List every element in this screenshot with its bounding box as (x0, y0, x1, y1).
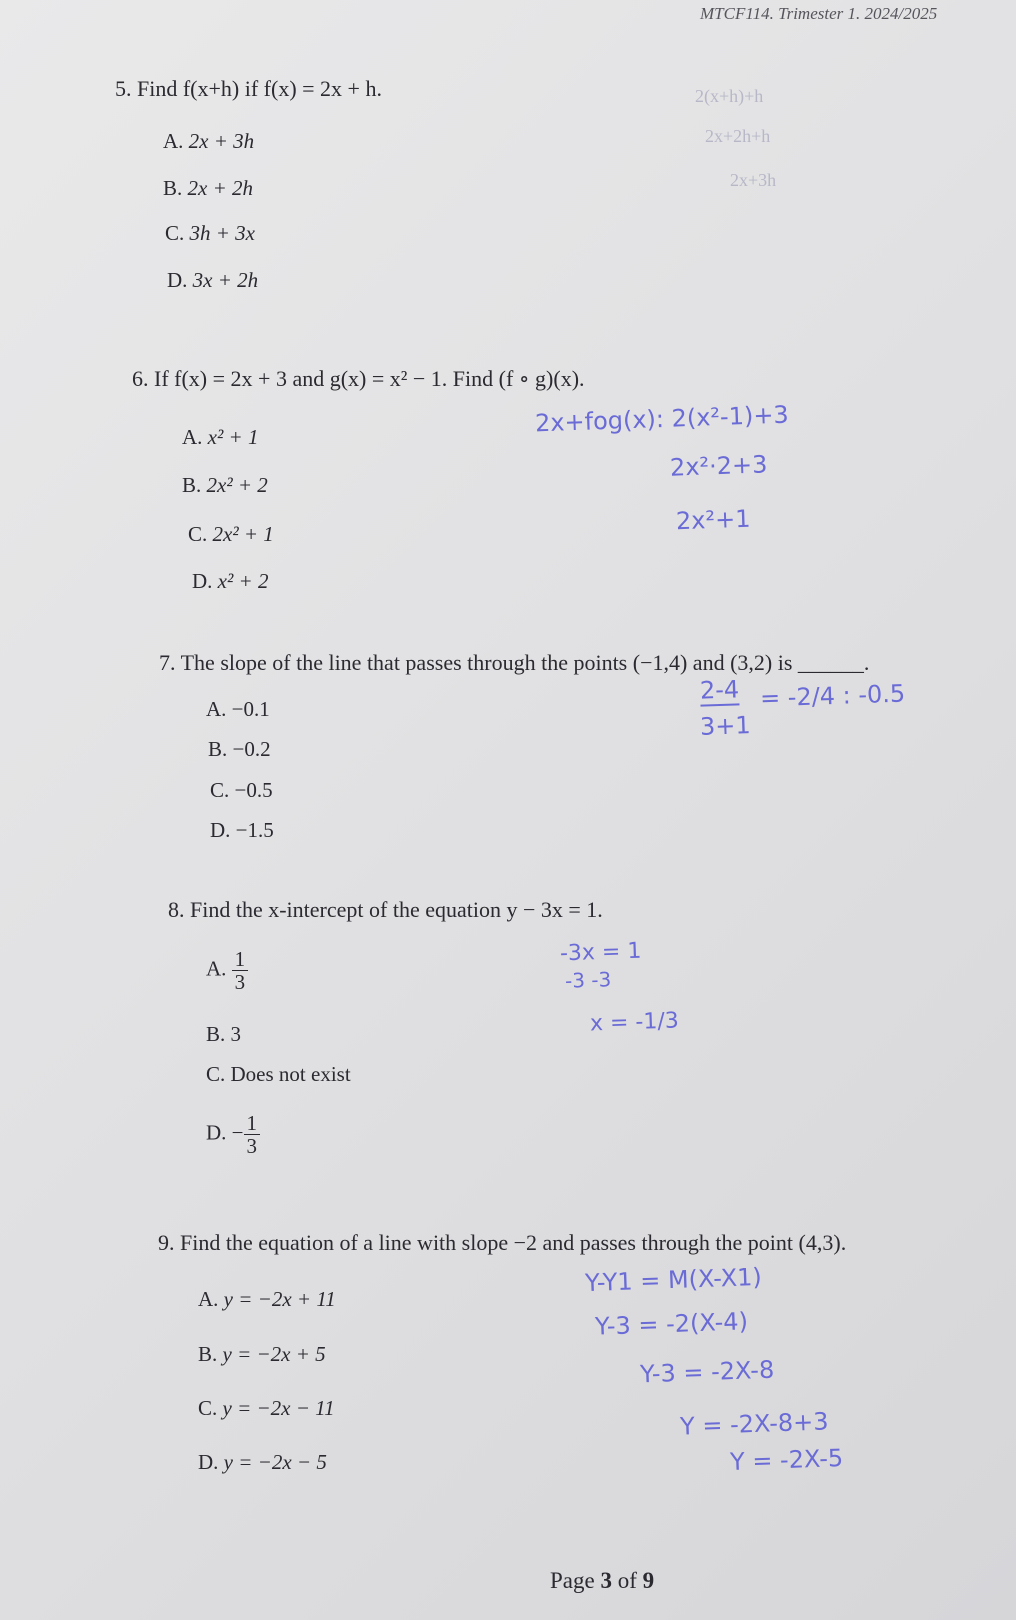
question-number: 6. (132, 366, 149, 391)
q7-handwriting-denominator: 3+1 (699, 711, 752, 741)
question-7 (159, 650, 869, 676)
question-number: 5. (115, 76, 132, 101)
q5-handwriting-3: 2x+3h (730, 170, 777, 190)
question-text: Find f(x+h) if f(x) = 2x + h. (137, 76, 382, 101)
q9-option-d[interactable]: D. y = −2x − 5 (198, 1450, 327, 1474)
q7-option-d[interactable]: D. −1.5 (210, 818, 274, 842)
q8-option-d[interactable]: D. − $\frac{1}{3}$ (206, 1112, 260, 1157)
q9-handwriting-1: Y-Y1 = M(X-X1) (584, 1262, 763, 1298)
q8-handwriting-3: x = -1/3 (589, 1008, 680, 1037)
question-text: The slope of the line that passes through the points (−1,4) and (3,2) is ______. (180, 650, 870, 675)
q6-option-a[interactable]: A. x² + 1 (182, 425, 259, 449)
question-number: 7. (159, 650, 176, 675)
q5-option-b[interactable]: B. 2x + 2h (163, 176, 254, 200)
question-text: If f(x) = 2x + 3 and g(x) = x² − 1. Find (f ∘ g)(x). (154, 366, 585, 391)
q8-option-a[interactable]: A. $\frac{1}{3}$ (206, 948, 248, 993)
course-header: MTCF114. Trimester 1. 2024/2025 (700, 4, 938, 23)
q7-option-a[interactable]: A. −0.1 (206, 697, 270, 721)
q7-handwriting-result: = -2/4 : -0.5 (759, 679, 906, 713)
question-5 (115, 76, 382, 102)
question-text: Find the x-intercept of the equation y − 3x = 1. (190, 897, 603, 922)
q5-handwriting-2: 2x+2h+h (705, 126, 771, 146)
q9-handwriting-4: Y = -2X-8+3 (679, 1407, 829, 1441)
question-number: 8. (168, 897, 185, 922)
question-text: Find the equation of a line with slope −2 and passes through the point (4,3). (180, 1230, 847, 1255)
q8-handwriting-2: -3 -3 (564, 967, 612, 993)
q7-handwriting-numerator: 2-4 (699, 675, 740, 705)
q9-handwriting-2: Y-3 = -2(X-4) (594, 1307, 749, 1341)
q9-option-c[interactable]: C. y = −2x − 11 (198, 1396, 335, 1420)
q5-option-a[interactable]: A. 2x + 3h (163, 129, 255, 153)
q6-handwriting-1: 2x+fog(x): 2(x²-1)+3 (534, 400, 790, 438)
q9-option-b[interactable]: B. y = −2x + 5 (198, 1342, 326, 1366)
q9-handwriting-5: Y = -2X-5 (729, 1444, 844, 1476)
q9-handwriting-3: Y-3 = -2X-8 (639, 1355, 775, 1389)
q5-handwriting-1: 2(x+h)+h (695, 86, 764, 106)
q6-option-d[interactable]: D. x² + 2 (192, 569, 269, 593)
q7-option-b[interactable]: B. −0.2 (208, 737, 271, 761)
q6-option-c[interactable]: C. 2x² + 1 (188, 522, 274, 546)
q9-option-a[interactable]: A. y = −2x + 11 (198, 1287, 336, 1311)
question-9 (158, 1230, 846, 1256)
question-6 (132, 366, 585, 392)
q6-handwriting-2: 2x²·2+3 (669, 450, 768, 482)
fraction: $\frac{1}{3}$ (244, 1112, 261, 1157)
question-number: 9. (158, 1230, 175, 1255)
q6-handwriting-3: 2x²+1 (675, 504, 751, 536)
q8-handwriting-1: -3x = 1 (559, 938, 642, 967)
question-8 (168, 897, 603, 923)
q8-option-c[interactable]: C. Does not exist (206, 1062, 351, 1086)
q6-option-b[interactable]: B. 2x² + 2 (182, 473, 268, 497)
q8-option-b[interactable]: B. 3 (206, 1022, 242, 1046)
q5-option-d[interactable]: D. 3x + 2h (167, 268, 259, 292)
q5-option-c[interactable]: C. 3h + 3x (165, 221, 256, 245)
page-number: Page 3 of 9 (550, 1568, 655, 1593)
fraction: $\frac{1}{3}$ (232, 948, 249, 993)
q7-option-c[interactable]: C. −0.5 (210, 778, 273, 802)
